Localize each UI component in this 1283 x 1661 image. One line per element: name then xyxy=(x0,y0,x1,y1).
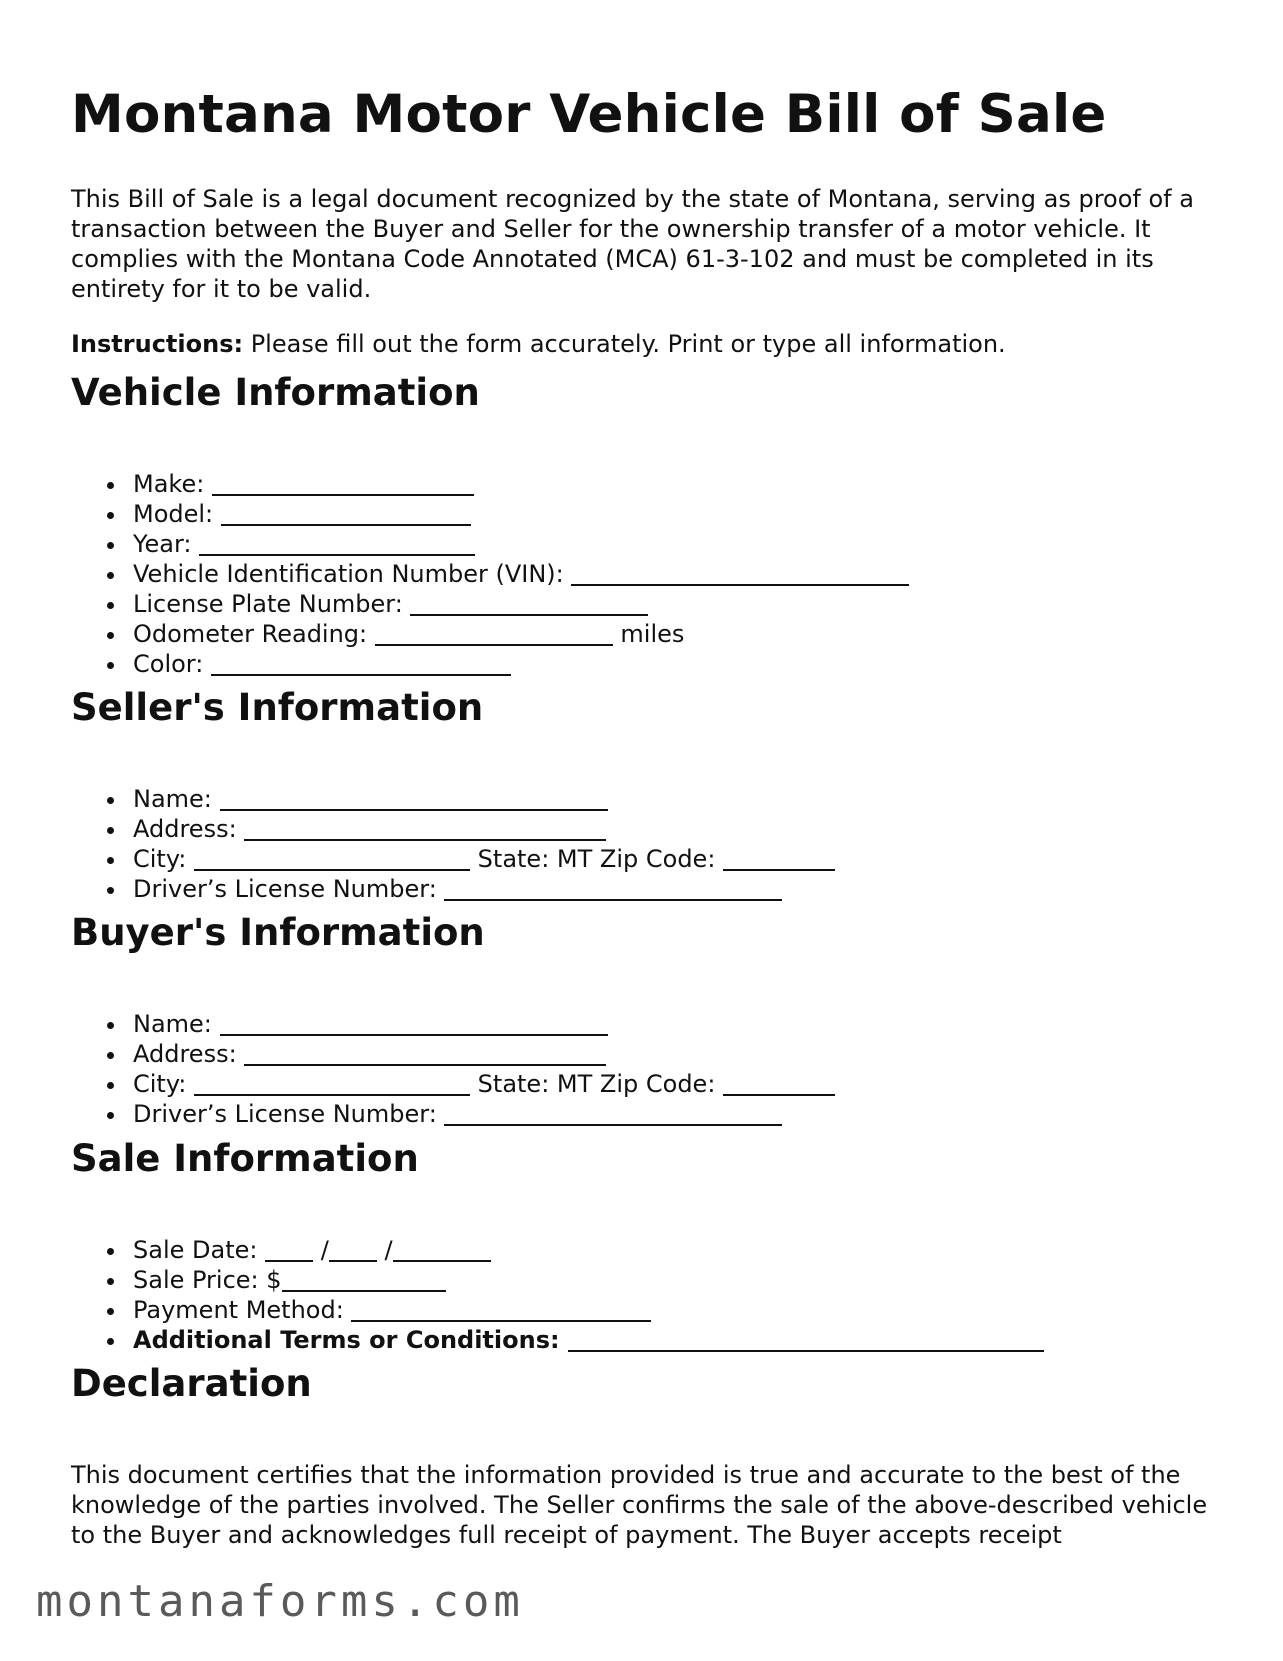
sale-heading: Sale Information xyxy=(71,1137,419,1180)
buyer-city-blank[interactable] xyxy=(194,1072,470,1096)
sale-date-separator: / xyxy=(384,1236,393,1264)
seller-name-blank[interactable] xyxy=(220,787,608,811)
seller-address-row xyxy=(133,814,835,844)
sale-payment-blank[interactable] xyxy=(351,1298,651,1322)
seller-city-label: City: xyxy=(133,845,187,873)
buyer-license-row xyxy=(133,1099,835,1129)
sale-date-day-blank[interactable] xyxy=(329,1238,377,1262)
buyer-name-label: Name: xyxy=(133,1010,212,1038)
seller-name-label: Name: xyxy=(133,785,212,813)
vehicle-odometer-blank[interactable] xyxy=(375,622,613,646)
buyer-state-zip-label: State: MT Zip Code: xyxy=(477,1070,716,1098)
vehicle-make-blank[interactable] xyxy=(212,472,474,496)
vehicle-color-blank[interactable] xyxy=(211,652,511,676)
sale-terms-blank[interactable] xyxy=(568,1328,1044,1352)
sale-payment-row xyxy=(133,1295,1044,1325)
sale-price-row xyxy=(133,1265,1044,1295)
seller-heading: Seller's Information xyxy=(71,686,484,729)
seller-license-label: Driver’s License Number: xyxy=(133,875,437,903)
buyer-license-label: Driver’s License Number: xyxy=(133,1100,437,1128)
seller-city-blank[interactable] xyxy=(194,847,470,871)
seller-name-row xyxy=(133,784,835,814)
vehicle-vin-label: Vehicle Identification Number (VIN): xyxy=(133,560,564,588)
seller-city-row xyxy=(133,844,835,874)
vehicle-plate-blank[interactable] xyxy=(410,592,648,616)
vehicle-plate-row xyxy=(133,589,909,619)
sale-price-label: Sale Price: $ xyxy=(133,1266,282,1294)
buyer-name-row xyxy=(133,1009,835,1039)
seller-state-zip-label: State: MT Zip Code: xyxy=(477,845,716,873)
vehicle-heading: Vehicle Information xyxy=(71,371,480,414)
vehicle-vin-blank[interactable] xyxy=(571,562,909,586)
sale-date-year-blank[interactable] xyxy=(393,1238,491,1262)
declaration-heading: Declaration xyxy=(71,1362,312,1405)
vehicle-model-label: Model: xyxy=(133,500,214,528)
vehicle-year-row xyxy=(133,529,909,559)
sale-date-row xyxy=(133,1235,1044,1265)
seller-license-row xyxy=(133,874,835,904)
seller-fields xyxy=(71,784,835,904)
vehicle-fields xyxy=(71,469,909,679)
vehicle-odometer-label: Odometer Reading: xyxy=(133,620,368,648)
buyer-address-blank[interactable] xyxy=(244,1042,606,1066)
sale-date-month-blank[interactable] xyxy=(265,1238,313,1262)
buyer-name-blank[interactable] xyxy=(220,1012,608,1036)
seller-license-blank[interactable] xyxy=(444,877,782,901)
vehicle-make-row xyxy=(133,469,909,499)
seller-zip-blank[interactable] xyxy=(723,847,835,871)
vehicle-year-label: Year: xyxy=(133,530,192,558)
sale-terms-row xyxy=(133,1325,1044,1355)
page-title: Montana Motor Vehicle Bill of Sale xyxy=(71,84,1107,145)
declaration-paragraph: This document certifies that the information provided is true and accurate to the best of the knowledge of the parties involved. The Seller confirms the sale of the above-described vehicle to the Buyer and acknowledges full receipt of payment. The Buyer accepts receipt xyxy=(71,1461,1208,1549)
sale-payment-label: Payment Method: xyxy=(133,1296,344,1324)
buyer-city-row xyxy=(133,1069,835,1099)
vehicle-plate-label: License Plate Number: xyxy=(133,590,403,618)
watermark: montanaforms.com xyxy=(36,1576,524,1627)
vehicle-odometer-unit: miles xyxy=(620,620,685,648)
sale-date-separator: / xyxy=(320,1236,329,1264)
sale-fields xyxy=(71,1235,1044,1355)
buyer-address-row xyxy=(133,1039,835,1069)
buyer-address-label: Address: xyxy=(133,1040,237,1068)
vehicle-model-blank[interactable] xyxy=(221,502,471,526)
sale-terms-label: Additional Terms or Conditions: xyxy=(133,1326,560,1354)
vehicle-color-row xyxy=(133,649,909,679)
vehicle-model-row xyxy=(133,499,909,529)
instructions-label: Instructions: xyxy=(71,330,244,358)
buyer-license-blank[interactable] xyxy=(444,1102,782,1126)
sale-price-blank[interactable] xyxy=(282,1268,446,1292)
seller-address-blank[interactable] xyxy=(244,817,606,841)
instructions-paragraph xyxy=(71,329,1006,359)
vehicle-odometer-row xyxy=(133,619,909,649)
vehicle-vin-row xyxy=(133,559,909,589)
buyer-city-label: City: xyxy=(133,1070,187,1098)
vehicle-make-label: Make: xyxy=(133,470,205,498)
sale-date-label: Sale Date: xyxy=(133,1236,258,1264)
buyer-zip-blank[interactable] xyxy=(723,1072,835,1096)
instructions-text: Please fill out the form accurately. Print or type all information. xyxy=(243,330,1006,358)
buyer-fields xyxy=(71,1009,835,1129)
buyer-heading: Buyer's Information xyxy=(71,911,485,954)
seller-address-label: Address: xyxy=(133,815,237,843)
vehicle-year-blank[interactable] xyxy=(199,532,475,556)
vehicle-color-label: Color: xyxy=(133,650,204,678)
intro-paragraph: This Bill of Sale is a legal document recognized by the state of Montana, serving as proof of a transaction between the Buyer and Seller for the ownership transfer of a motor vehicle. It complies with the Montana Code Annotated (MCA) 61-3-102 and must be completed in its entirety for it to be valid. xyxy=(71,185,1194,303)
